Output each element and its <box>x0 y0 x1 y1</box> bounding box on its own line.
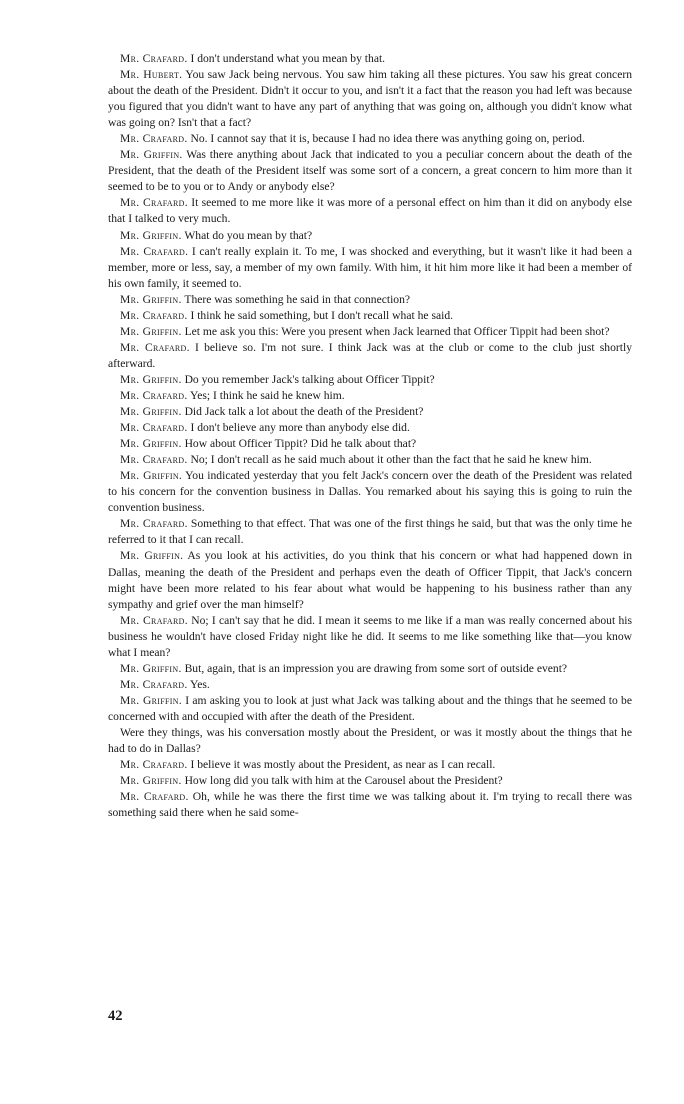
testimony-text: Yes. <box>190 677 210 691</box>
testimony-text: I don't believe any more than anybody else did. <box>190 421 410 435</box>
testimony-text: Something to that effect. That was one of the first things he said, but that was the only time he referred to it that I can recall. <box>108 517 632 547</box>
testimony-paragraph <box>108 340 632 372</box>
page-number: 42 <box>108 1008 123 1024</box>
testimony-text: I don't understand what you mean by that. <box>190 52 386 65</box>
testimony-paragraph <box>108 773 632 789</box>
speaker-name: Mr. Griffin. <box>120 774 182 788</box>
speaker-name: Mr. Crafard. <box>120 308 188 322</box>
speaker-name: Mr. Crafard. <box>120 132 188 146</box>
testimony-paragraph <box>108 51 632 67</box>
testimony-text: Was there anything about Jack that indicated to you a peculiar concern about the death of the President, that the death of the President itself was some sort of a concern, a great concern to him more than it seemed to be to you or to Andy or anybody else? <box>108 148 632 194</box>
testimony-text: I believe it was mostly about the President, as near as I can recall. <box>190 758 496 772</box>
testimony-text: I think he said something, but I don't recall what he said. <box>190 308 454 322</box>
testimony-text: You indicated yesterday that you felt Jack's concern over the death of the President was related to his concern for the convention business in Dallas. You remarked about his saying this is going to ruin the convention business. <box>108 469 633 515</box>
speaker-name: Mr. Crafard. <box>120 517 188 531</box>
speaker-name: Mr. Griffin. <box>120 693 182 707</box>
testimony-paragraph <box>108 404 632 420</box>
speaker-name: Mr. Crafard. <box>120 340 190 354</box>
testimony-paragraph <box>108 693 632 725</box>
testimony-paragraph <box>108 147 632 195</box>
speaker-name: Mr. Crafard. <box>120 196 188 210</box>
testimony-paragraph <box>108 789 632 821</box>
testimony-text: It seemed to me more like it was more of a personal effect on him than it did on anybody else that I talked to very much. <box>108 196 632 226</box>
testimony-text: But, again, that is an impression you are drawing from some sort of outside event? <box>184 661 568 675</box>
speaker-name: Mr. Griffin. <box>120 324 182 338</box>
speaker-name: Mr. Crafard. <box>120 388 188 402</box>
testimony-text: Let me ask you this: Were you present when Jack learned that Officer Tippit had been shot? <box>184 324 610 338</box>
testimony-paragraph <box>108 244 632 292</box>
speaker-name: Mr. Crafard. <box>120 52 188 65</box>
testimony-paragraph <box>108 613 632 661</box>
testimony-paragraph <box>108 725 632 757</box>
testimony-text: No; I don't recall as he said much about it other than the fact that he said he knew him. <box>190 453 592 467</box>
testimony-paragraph <box>108 324 632 340</box>
testimony-paragraph <box>108 195 632 227</box>
testimony-text: I am asking you to look at just what Jack was talking about and the things that he seemed to be concerned with and occupied with after the death of the President. <box>108 693 632 723</box>
speaker-name: Mr. Griffin. <box>120 148 183 162</box>
speaker-name: Mr. Crafard. <box>120 613 188 627</box>
testimony-text: No. I cannot say that it is, because I had no idea there was anything going on, period. <box>190 132 585 146</box>
speaker-name: Mr. Griffin. <box>120 437 182 451</box>
testimony-text: No; I can't say that he did. I mean it seems to me like if a man was really concerned about his business he wouldn't have closed Friday night like he did. It seems to me like something like that—you know what I mean? <box>108 613 632 659</box>
testimony-paragraph <box>108 516 632 548</box>
testimony-paragraph <box>108 308 632 324</box>
speaker-name: Mr. Crafard. <box>120 453 188 467</box>
testimony-text: Did Jack talk a lot about the death of the President? <box>184 405 424 419</box>
testimony-text: You saw Jack being nervous. You saw him taking all these pictures. You saw his great concern about the death of the President. Didn't it occur to you, and isn't it a fact that the reason you had left was because you figured that you didn't want to have any part of anything that was going on, although you didn't know what was going on? Isn't that a fact? <box>108 68 632 130</box>
speaker-name: Mr. Hubert. <box>120 68 183 82</box>
testimony-paragraph <box>108 388 632 404</box>
speaker-name: Mr. Griffin. <box>120 549 184 563</box>
testimony-text: I can't really explain it. To me, I was shocked and everything, but it wasn't like it had been a member, more or less, say, a member of my own family. With him, it hit him more like it had been a member of his own family, it seemed to. <box>108 244 632 290</box>
testimony-paragraph <box>108 131 632 147</box>
testimony-paragraph <box>108 436 632 452</box>
speaker-name: Mr. Griffin. <box>120 661 182 675</box>
testimony-text: There was something he said in that connection? <box>184 292 411 306</box>
testimony-text: Yes; I think he said he knew him. <box>190 388 345 402</box>
testimony-text: I believe so. I'm not sure. I think Jack was at the club or come to the club just shortly afterward. <box>108 340 632 370</box>
speaker-name: Mr. Crafard. <box>120 677 188 691</box>
testimony-text: How long did you talk with him at the Carousel about the President? <box>184 774 503 788</box>
testimony-paragraph <box>108 372 632 388</box>
testimony-text: Do you remember Jack's talking about Officer Tippit? <box>184 372 435 386</box>
testimony-paragraph <box>108 677 632 693</box>
testimony-paragraph <box>108 661 632 677</box>
testimony-text: What do you mean by that? <box>184 228 313 242</box>
testimony-paragraph <box>108 292 632 308</box>
testimony-text: How about Officer Tippit? Did he talk about that? <box>184 437 417 451</box>
testimony-paragraph <box>108 67 632 131</box>
speaker-name: Mr. Griffin. <box>120 372 182 386</box>
testimony-paragraph <box>108 228 632 244</box>
testimony-paragraph <box>108 548 632 612</box>
speaker-name: Mr. Griffin. <box>120 469 183 483</box>
testimony-text: Were they things, was his conversation mostly about the President, or was it mostly about the things that he had to do in Dallas? <box>108 725 632 756</box>
speaker-name: Mr. Griffin. <box>120 405 182 419</box>
testimony-paragraph <box>108 452 632 468</box>
testimony-paragraph <box>108 468 632 516</box>
testimony-paragraph <box>108 757 632 773</box>
testimony-text: As you look at his activities, do you think that his concern or what had happened down in Dallas, meaning the death of the President and perhaps even the death of Officer Tippit, that Jack's concern might have been more related to his fear about what would be happening to his business rather than any sympathy and grief over the man himself? <box>108 549 632 611</box>
speaker-name: Mr. Griffin. <box>120 228 182 242</box>
speaker-name: Mr. Crafard. <box>120 244 189 258</box>
speaker-name: Mr. Griffin. <box>120 292 182 306</box>
transcript-page <box>108 51 632 821</box>
speaker-name: Mr. Crafard. <box>120 758 188 772</box>
testimony-paragraph <box>108 420 632 436</box>
speaker-name: Mr. Crafard. <box>120 790 189 804</box>
speaker-name: Mr. Crafard. <box>120 421 188 435</box>
testimony-text: Oh, while he was there the first time we was talking about it. I'm trying to recall there was something said there when he said some- <box>108 790 632 820</box>
